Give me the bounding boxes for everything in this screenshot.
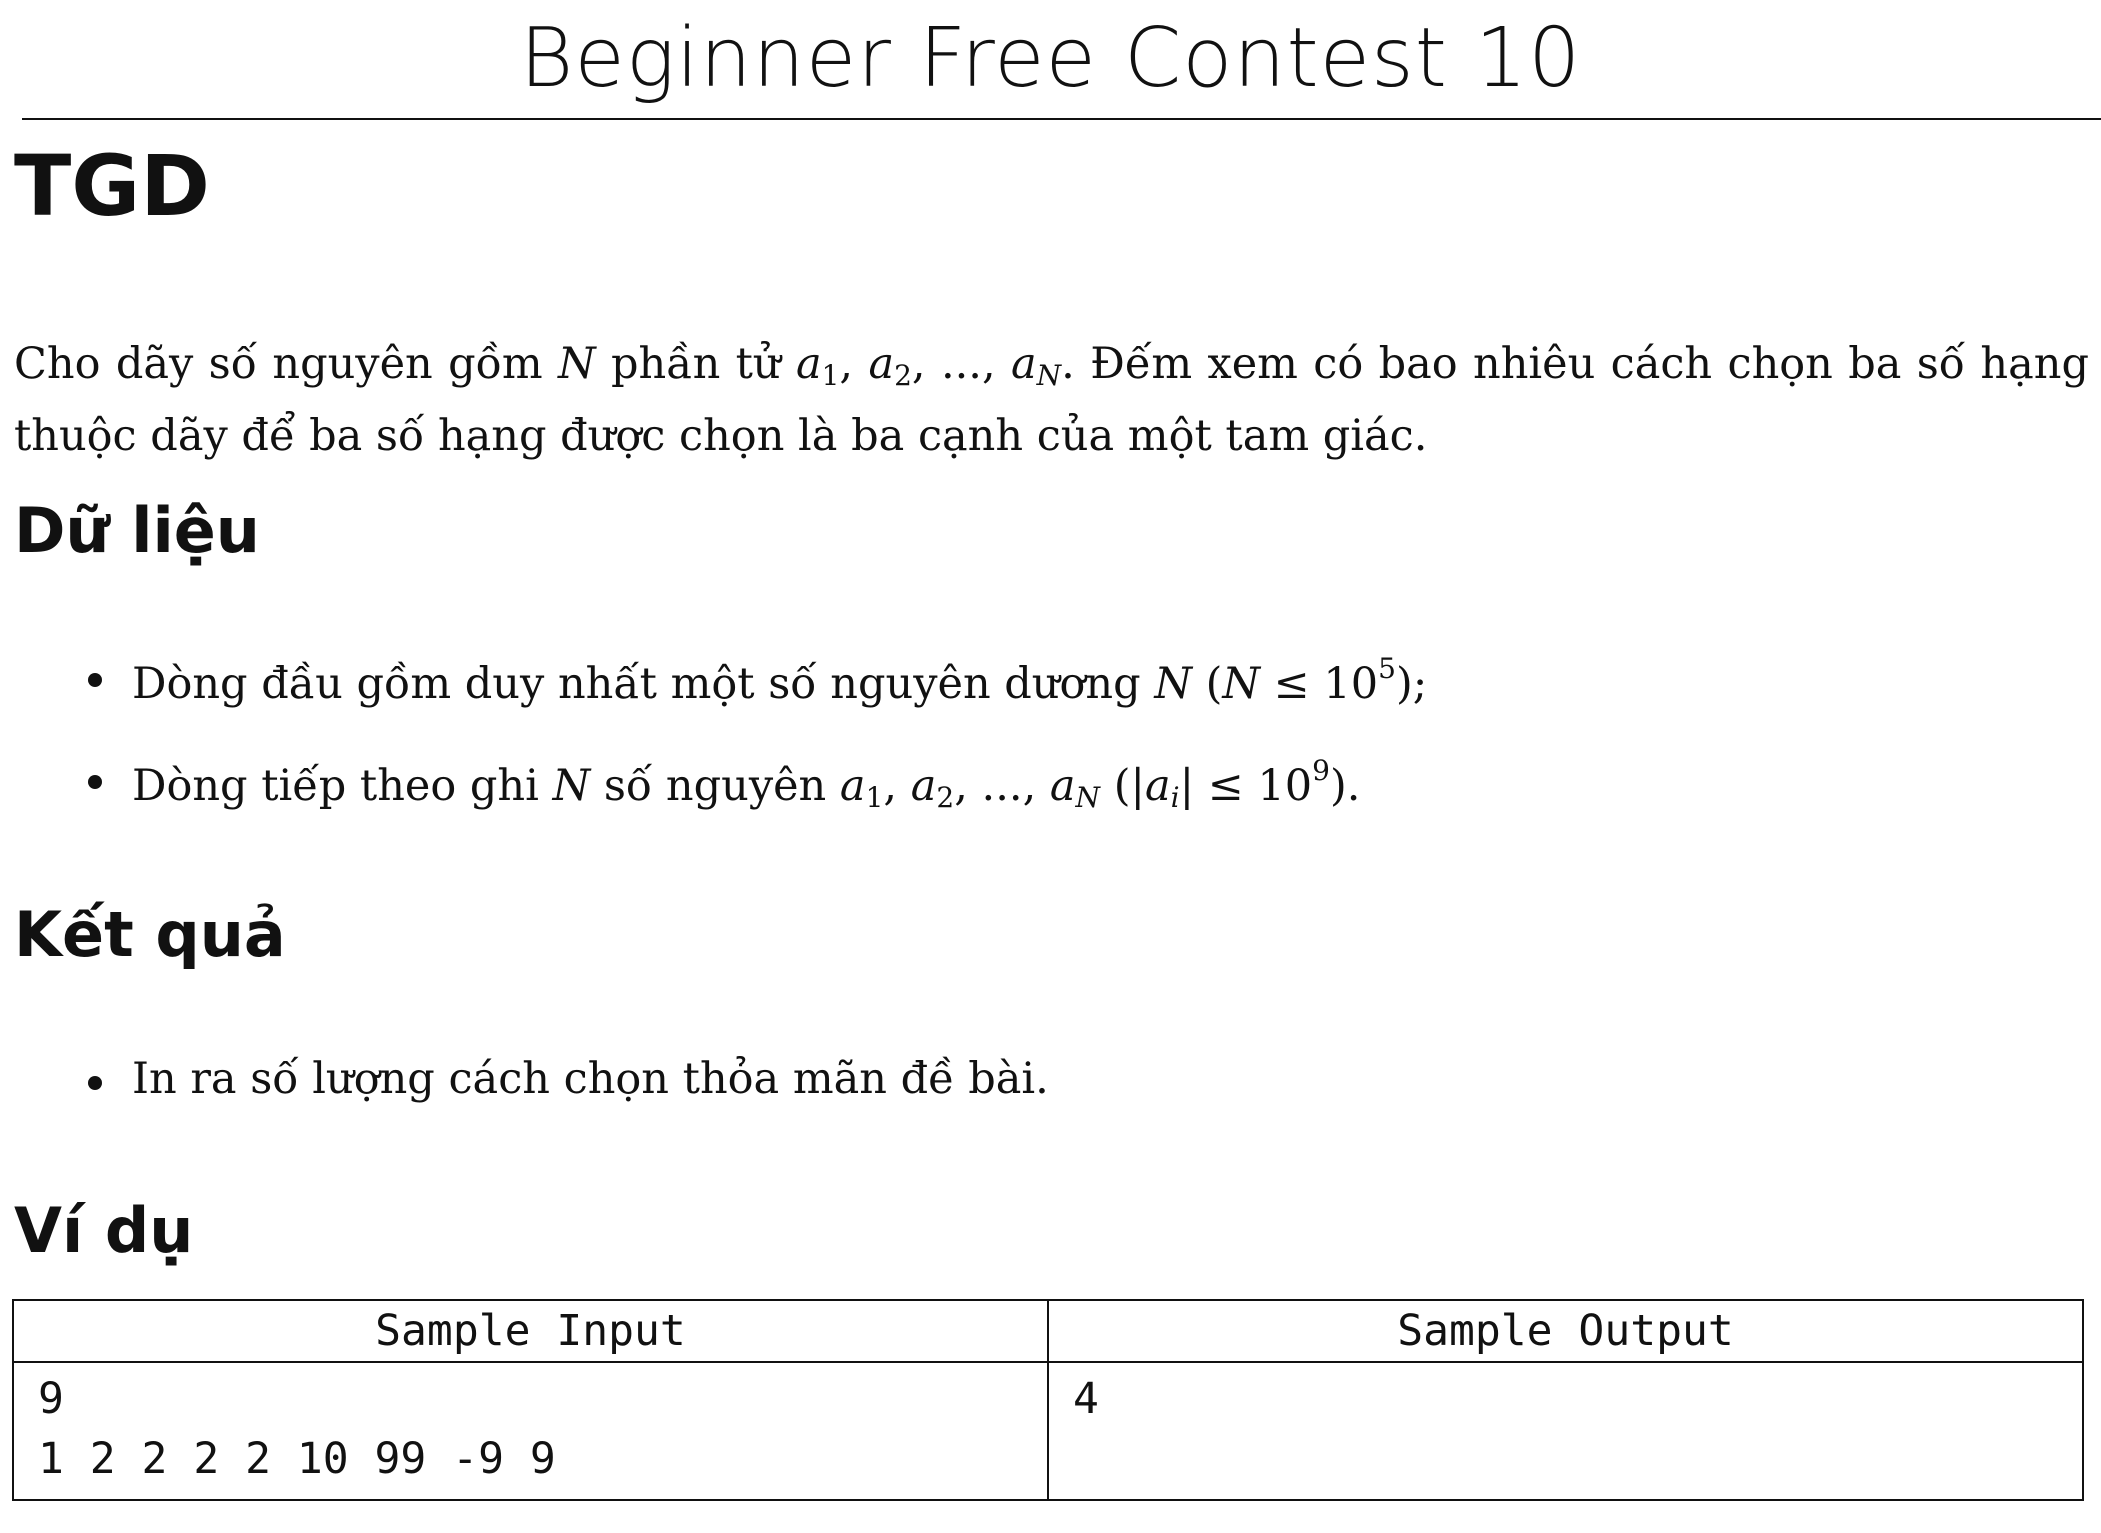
output-description-list bbox=[0, 1054, 1049, 1160]
math-separator: , bbox=[1022, 761, 1050, 811]
math-ellipsis: ... bbox=[981, 761, 1023, 811]
problem-statement bbox=[14, 334, 2089, 466]
math-subscript: 1 bbox=[865, 781, 884, 814]
math-subscript: i bbox=[1170, 781, 1180, 814]
math-subscript: N bbox=[1075, 781, 1101, 814]
bullet-icon bbox=[88, 775, 102, 789]
sample-output-line: 4 bbox=[1073, 1374, 1099, 1424]
statement-text: . Đếm xem có bao nhiêu cách chọn ba số hạng bbox=[1061, 339, 2089, 389]
sample-output-cell bbox=[1048, 1362, 2083, 1500]
math-subscript: 1 bbox=[821, 359, 840, 392]
list-item-text: In ra số lượng cách chọn thỏa mãn đề bài. bbox=[132, 1054, 1049, 1104]
table-row bbox=[13, 1362, 2083, 1500]
problem-title: TGD bbox=[14, 137, 210, 235]
sample-table bbox=[12, 1299, 2084, 1501]
math-ellipsis: ... bbox=[940, 339, 982, 389]
math-var-a: a bbox=[1144, 761, 1171, 811]
math-var-a: a bbox=[868, 339, 895, 389]
math-var-a: a bbox=[1049, 761, 1076, 811]
sample-input-line: 1 2 2 2 2 10 99 -9 9 bbox=[38, 1434, 556, 1484]
statement-line-2: thuộc dãy để ba số hạng được chọn là ba cạnh của một tam giác. bbox=[14, 411, 1428, 461]
list-item bbox=[0, 754, 1427, 859]
bullet-icon bbox=[88, 1076, 102, 1090]
math-var-a: a bbox=[795, 339, 822, 389]
math-separator: , bbox=[954, 761, 982, 811]
sample-input-header: Sample Input bbox=[13, 1300, 1048, 1362]
math-text: (| bbox=[1100, 761, 1145, 811]
sample-input-cell bbox=[13, 1362, 1048, 1500]
math-var-a: a bbox=[910, 761, 937, 811]
math-separator: , bbox=[883, 761, 911, 811]
math-subscript: 2 bbox=[936, 781, 955, 814]
math-var-n: N bbox=[1222, 659, 1261, 709]
list-item-text: Dòng đầu gồm duy nhất một số nguyên dương bbox=[132, 659, 1155, 709]
input-section-heading: Dữ liệu bbox=[14, 494, 260, 567]
example-section-heading: Ví dụ bbox=[14, 1194, 194, 1267]
list-item bbox=[0, 1054, 1049, 1160]
input-description-list bbox=[0, 652, 1428, 859]
sample-input-line: 9 bbox=[38, 1374, 64, 1424]
statement-line-1 bbox=[14, 334, 2089, 406]
statement-text: Cho dãy số nguyên gồm bbox=[14, 339, 559, 389]
output-section-heading: Kết quả bbox=[14, 898, 286, 971]
math-subscript: N bbox=[1036, 359, 1062, 392]
math-subscript: 2 bbox=[894, 359, 912, 392]
math-exponent: 9 bbox=[1312, 754, 1330, 787]
statement-text: phần tử bbox=[595, 339, 796, 389]
table-header-row bbox=[13, 1300, 2083, 1362]
list-item-text: số nguyên bbox=[590, 761, 840, 811]
math-text: ). bbox=[1330, 761, 1361, 811]
title-divider bbox=[22, 118, 2101, 120]
math-exponent: 5 bbox=[1378, 652, 1396, 685]
math-separator: , bbox=[911, 339, 941, 389]
math-text: | ≤ 10 bbox=[1179, 761, 1313, 811]
math-separator: , bbox=[981, 339, 1011, 389]
bullet-icon bbox=[88, 673, 102, 687]
math-var-a: a bbox=[1011, 339, 1037, 389]
math-text: ); bbox=[1395, 659, 1428, 709]
list-item-text: Dòng tiếp theo ghi bbox=[132, 761, 553, 811]
sample-output-header: Sample Output bbox=[1048, 1300, 2083, 1362]
contest-title: Beginner Free Contest 10 bbox=[519, 11, 1582, 106]
math-text: ( bbox=[1191, 659, 1223, 709]
math-text: ≤ 10 bbox=[1260, 659, 1379, 709]
math-var-n: N bbox=[1154, 659, 1192, 709]
list-item bbox=[0, 652, 1428, 757]
math-var-n: N bbox=[558, 339, 596, 389]
math-var-n: N bbox=[552, 761, 591, 811]
math-separator: , bbox=[839, 339, 869, 389]
math-var-a: a bbox=[839, 761, 866, 811]
